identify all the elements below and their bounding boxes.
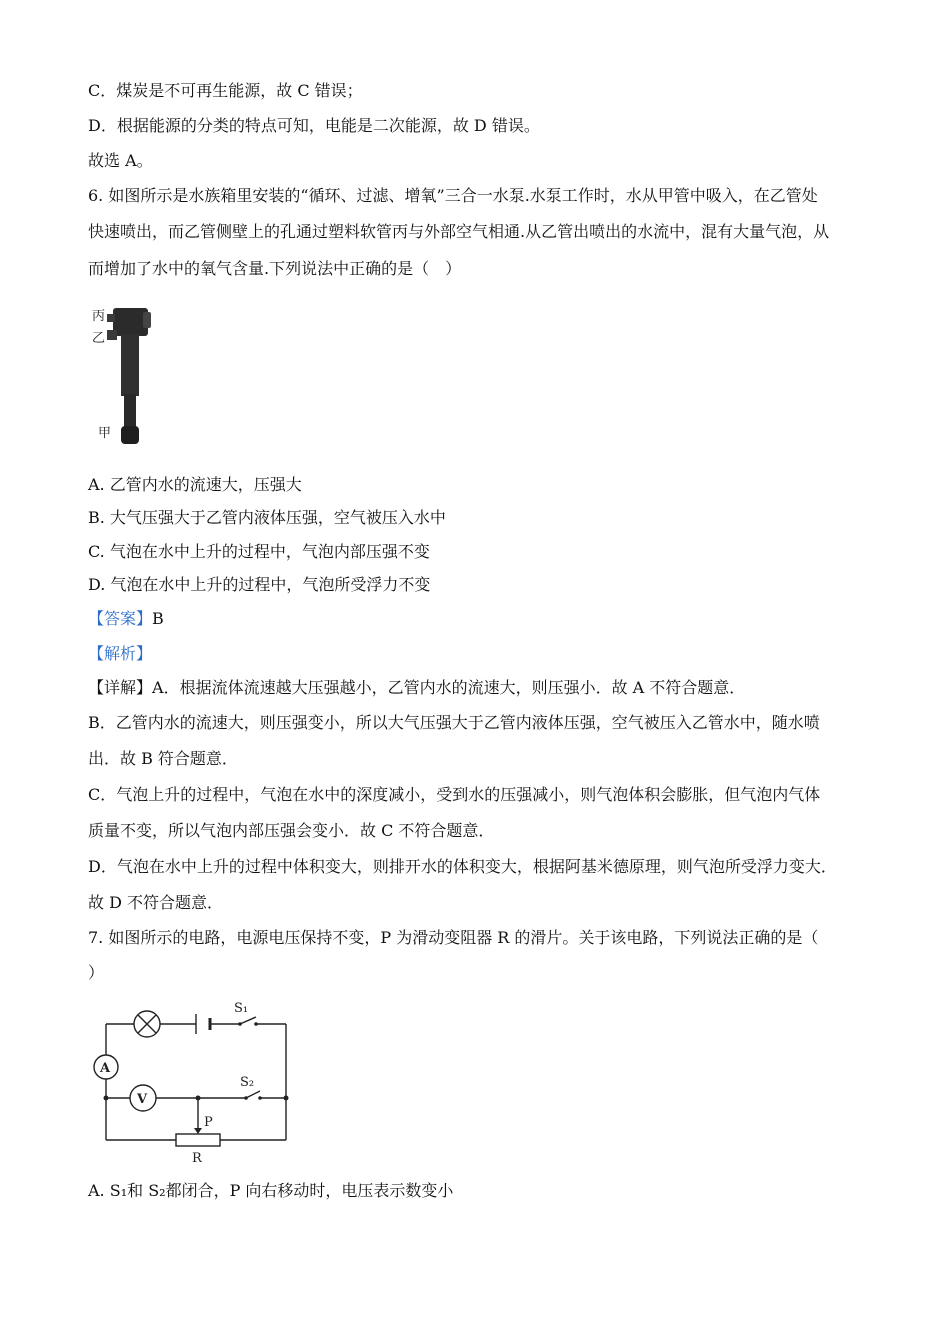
ammeter-label: A [100, 1061, 111, 1076]
q6-option-b: B. 大气压强大于乙管内液体压强，空气被压入水中 [88, 508, 446, 527]
prev-answer-choice: 故选 A。 [88, 151, 153, 170]
pump-intake-jia [121, 426, 139, 444]
q6-stem-line3: 而增加了水中的氧气含量.下列说法中正确的是（ ） [88, 259, 462, 278]
answer-value: B [152, 609, 164, 628]
pump-inlet-bing [107, 314, 115, 322]
q6-detail-b2: 出．故 B 符合题意． [88, 749, 238, 768]
q7-stem-line2: ） [88, 963, 105, 982]
pump-outlet-yi [107, 330, 117, 340]
label-bing: 丙 [92, 309, 106, 324]
s1-contact-2 [254, 1022, 258, 1026]
q7-option-a: A. S₁和 S₂都闭合，P 向右移动时，电压表示数变小 [88, 1181, 454, 1200]
q6-detail-c2: 质量不变，所以气泡内部压强会变小．故 C 不符合题意． [88, 821, 495, 840]
prev-answer-c: C．煤炭是不可再生能源，故 C 错误； [88, 81, 363, 100]
q6-detail-d1: D．气泡在水中上升的过程中体积变大，则排开水的体积变大，根据阿基米德原理，则气泡所受浮力变大． [88, 857, 837, 876]
s2-contact [244, 1096, 248, 1100]
switch-s1-blade [240, 1017, 256, 1024]
q6-detail-c1: C．气泡上升的过程中，气泡在水中的深度减小，受到水的压强减小，则气泡体积会膨胀，但气泡内气体 [88, 785, 821, 804]
label-jia: 甲 [98, 426, 112, 441]
prev-answer-d: D．根据能源的分类的特点可知，电能是二次能源，故 D 错误。 [88, 116, 540, 135]
pump-tube-upper [121, 334, 139, 396]
q6-detail-b1: B．乙管内水的流速大，则压强变小，所以大气压强大于乙管内液体压强，空气被压入乙管水中，随水喷 [88, 713, 820, 732]
q6-stem-line2: 快速喷出，而乙管侧壁上的孔通过塑料软管丙与外部空气相通.从乙管出喷出的水流中，混有大量气泡，从 [88, 222, 830, 241]
q6-stem-line1: 6. 如图所示是水族箱里安装的“循环、过滤、增氧”三合一水泵.水泵工作时，水从甲管中吸入，在乙管处 [88, 186, 818, 205]
s1-label: S₁ [234, 1001, 249, 1016]
rheostat-label: R [192, 1151, 202, 1166]
q6-answer [88, 608, 164, 630]
label-yi: 乙 [92, 331, 106, 346]
answer-tag: 【答案】 [88, 609, 153, 628]
water-pump-figure [88, 300, 168, 450]
slider-label: P [204, 1115, 213, 1130]
junction-right [284, 1096, 289, 1101]
s2-label: S₂ [240, 1075, 255, 1090]
pump-tube-lower [124, 394, 136, 430]
q6-detail-a [88, 677, 745, 699]
rheostat [176, 1134, 220, 1146]
detail-tag: 【详解】 [88, 678, 153, 697]
s2-contact-2 [258, 1096, 262, 1100]
slider-arrow [194, 1128, 202, 1134]
q6-option-c: C. 气泡在水中上升的过程中，气泡内部压强不变 [88, 542, 430, 561]
pump-knob [143, 312, 151, 328]
voltmeter-label: V [137, 1092, 148, 1107]
pump-housing [113, 308, 148, 336]
analysis-tag: 【解析】 [88, 644, 153, 663]
q7-stem-line1: 7. 如图所示的电路，电源电压保持不变，P 为滑动变阻器 R 的滑片。关于该电路，下列说法正确的是（ [88, 928, 819, 947]
q6-option-d: D. 气泡在水中上升的过程中，气泡所受浮力不变 [88, 575, 431, 594]
junction-slider [196, 1096, 201, 1101]
junction-left [104, 1096, 109, 1101]
q6-option-a: A. 乙管内水的流速大，压强大 [88, 475, 302, 494]
s1-contact [238, 1022, 242, 1026]
q6-detail-d2: 故 D 不符合题意． [88, 893, 224, 912]
switch-s2-blade [246, 1091, 260, 1098]
circuit-diagram [88, 1000, 308, 1170]
detail-a-text: A．根据流体流速越大压强越小，乙管内水的流速大，则压强小．故 A 不符合题意． [152, 678, 746, 697]
